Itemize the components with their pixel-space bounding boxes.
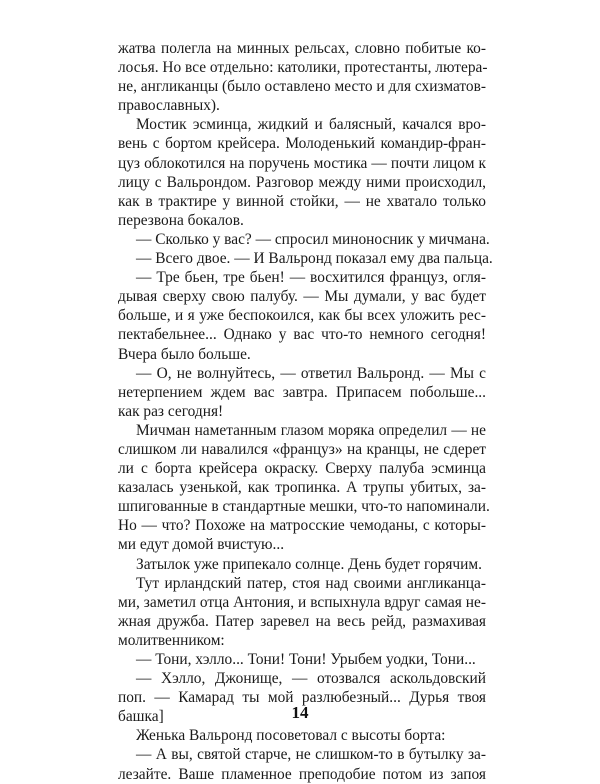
text-line: ли с борта крейсера окраску. Сверху палуба эсминца	[118, 460, 486, 478]
text-line: — Сколько у вас? — спросил миноносник у мичмана.	[136, 230, 490, 248]
text-line: Но — что? Похоже на матросские чемоданы, с которы-	[118, 517, 486, 535]
text-line: поп. — Камарад ты мой разлюбезный... Дурья твоя	[118, 689, 486, 707]
text-line: вень с бортом крейсера. Молоденький командир-фран-	[118, 135, 486, 153]
text-line: лосья. Но все отдельно: католики, протестанты, лютера-	[118, 59, 488, 77]
text-line: перезвона бокалов.	[118, 211, 244, 229]
page-number: 14	[291, 703, 309, 722]
text-line: казалась узенькой, как тропинка. А трупы убитых, за-	[118, 479, 486, 497]
text-line: не, англиканцы (было оставлено место и для схизматов-	[118, 78, 487, 96]
text-line: лезайте. Ваше пламенное преподобие потом из запоя	[118, 765, 486, 783]
text-line: жатва полегла на минных рельсах, словно побитые ко-	[118, 40, 486, 57]
text-line: Женька Вальронд посоветовал с высоты борта:	[136, 727, 446, 745]
text-line: молитвенником:	[118, 631, 225, 649]
text-line: — Тре бьен, тре бьен! — восхитился француз, огля-	[136, 269, 486, 287]
text-line: ми, заметил отца Антония, и вспыхнула вдруг самая не-	[118, 593, 486, 611]
body-text	[118, 39, 493, 784]
text-line: Вчера было больше.	[118, 345, 251, 363]
text-line: жная дружба. Патер заревел на весь рейд, размахивая	[118, 612, 486, 630]
text-line: пектабельнее... Однако у вас что-то немного сегодня!	[118, 326, 486, 344]
text-line: — Всего двое. — И Вальронд показал ему два пальца.	[136, 250, 493, 268]
text-line: — А вы, святой старче, не слишком-то в бутылку за-	[136, 746, 486, 764]
text-line: больше, и я уже беспокоился, как бы всех уложить рес-	[118, 307, 486, 325]
text-line: — Хэлло, Джонище, — отозвался аскольдовский	[136, 670, 486, 688]
text-line: как раз сегодня!	[118, 402, 224, 420]
text-line: лицу с Вальрондом. Разговор между ними происходил,	[118, 173, 486, 191]
text-line: Мостик эсминца, жидкий и балясный, качался вро-	[136, 116, 486, 134]
text-line: башка]	[118, 708, 164, 726]
text-line: дывая сверху свою палубу. — Мы думали, у вас будет	[118, 288, 486, 306]
text-line: как в трактире у винной стойки, — не хватало только	[118, 192, 486, 210]
text-line: шпигованные в стандартные мешки, что-то напоминали.	[118, 498, 490, 516]
text-line: слишком ли навалился «француз» на кранцы, не сдерет	[118, 440, 486, 458]
text-line: ми едут домой вчистую...	[118, 536, 285, 554]
text-line: нетерпением ждем вас завтра. Припасем побольше...	[118, 383, 486, 401]
text-line: Затылок уже припекало солнце. День будет горячим.	[136, 555, 482, 573]
text-line: Тут ирландский патер, стоя над своими англиканца-	[136, 574, 486, 592]
text-line: цуз облокотился на поручень мостика — почти лицом к	[118, 154, 486, 172]
text-line: — Тони, хэлло... Тони! Тони! Урыбем уодки, Тони...	[136, 651, 476, 668]
text-line: — О, не волнуйтесь, — ответил Вальронд. — Мы с	[136, 364, 486, 382]
text-line: православных).	[118, 97, 220, 115]
text-line: Мичман наметанным глазом моряка определил — не	[136, 421, 486, 439]
